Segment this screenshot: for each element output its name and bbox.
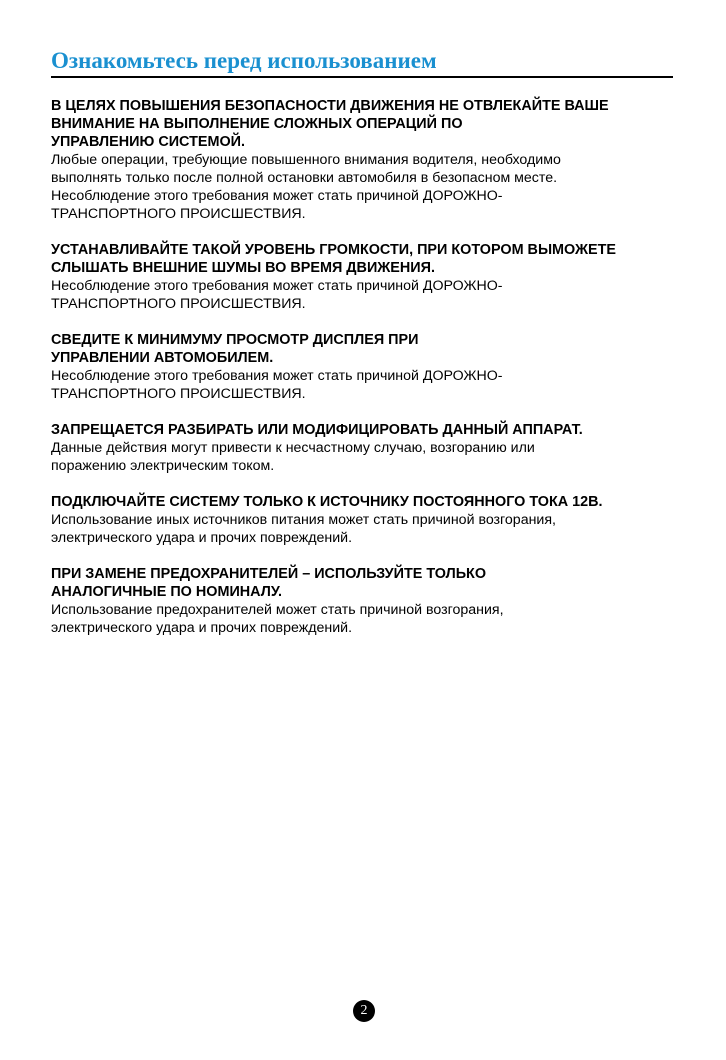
warning-heading: ЗАПРЕЩАЕТСЯ РАЗБИРАТЬ ИЛИ МОДИФИЦИРОВАТЬ ДАННЫЙ АППАРАТ.: [51, 422, 583, 438]
warning-body: Несоблюдение этого требования может стать причиной ДОРОЖНО- ТРАНСПОРТНОГО ПРОИСШЕСТВИЯ.: [51, 278, 503, 312]
warning-section: [51, 331, 683, 403]
title-divider: [51, 76, 673, 78]
warning-body: Использование предохранителей может стать причиной возгорания, электрического удара и прочих повреждений.: [51, 602, 504, 636]
warning-body: Использование иных источников питания может стать причиной возгорания, электрического удара и прочих повреждений.: [51, 512, 556, 546]
warning-heading: СВЕДИТЕ К МИНИМУМУ ПРОСМОТР ДИСПЛЕЯ ПРИ УПРАВЛЕНИИ АВТОМОБИЛЕМ.: [51, 332, 419, 366]
warning-section: [51, 97, 683, 223]
warning-heading: ПОДКЛЮЧАЙТЕ СИСТЕМУ ТОЛЬКО К ИСТОЧНИКУ ПОСТОЯННОГО ТОКА 12В.: [51, 494, 603, 510]
warning-section: [51, 241, 683, 313]
warning-section: [51, 493, 683, 547]
warning-body: Несоблюдение этого требования может стать причиной ДОРОЖНО- ТРАНСПОРТНОГО ПРОИСШЕСТВИЯ.: [51, 368, 503, 402]
warning-heading: ПРИ ЗАМЕНЕ ПРЕДОХРАНИТЕЛЕЙ – ИСПОЛЬЗУЙТЕ ТОЛЬКО АНАЛОГИЧНЫЕ ПО НОМИНАЛУ.: [51, 566, 487, 600]
warnings-list: [51, 97, 683, 655]
page-title: Ознакомьтесь перед использованием: [51, 48, 437, 73]
warning-section: [51, 565, 683, 637]
warning-section: [51, 421, 683, 475]
warning-heading: УСТАНАВЛИВАЙТЕ ТАКОЙ УРОВЕНЬ ГРОМКОСТИ, ПРИ КОТОРОМ ВЫМОЖЕТЕ СЛЫШАТЬ ВНЕШНИЕ ШУМЫ ВО ВРЕМЯ ДВИЖЕНИЯ.: [51, 242, 617, 276]
page-number-badge: 2: [353, 1000, 375, 1022]
warning-body: Любые операции, требующие повышенного внимания водителя, необходимо выполнять только после полной остановки автомобиля в безопасном месте. Несоблюдение этого требования может стать причиной ДОРОЖНО- ТРАНСПОРТНОГО ПРОИСШЕСТВИЯ.: [51, 152, 561, 222]
warning-body: Данные действия могут привести к несчастному случаю, возгоранию или поражению электрическим током.: [51, 440, 535, 474]
warning-heading: В ЦЕЛЯХ ПОВЫШЕНИЯ БЕЗОПАСНОСТИ ДВИЖЕНИЯ НЕ ОТВЛЕКАЙТЕ ВАШЕ ВНИМАНИЕ НА ВЫПОЛНЕНИЕ СЛОЖНЫХ ОПЕРАЦИЙ ПО УПРАВЛЕНИЮ СИСТЕМОЙ.: [51, 98, 609, 150]
